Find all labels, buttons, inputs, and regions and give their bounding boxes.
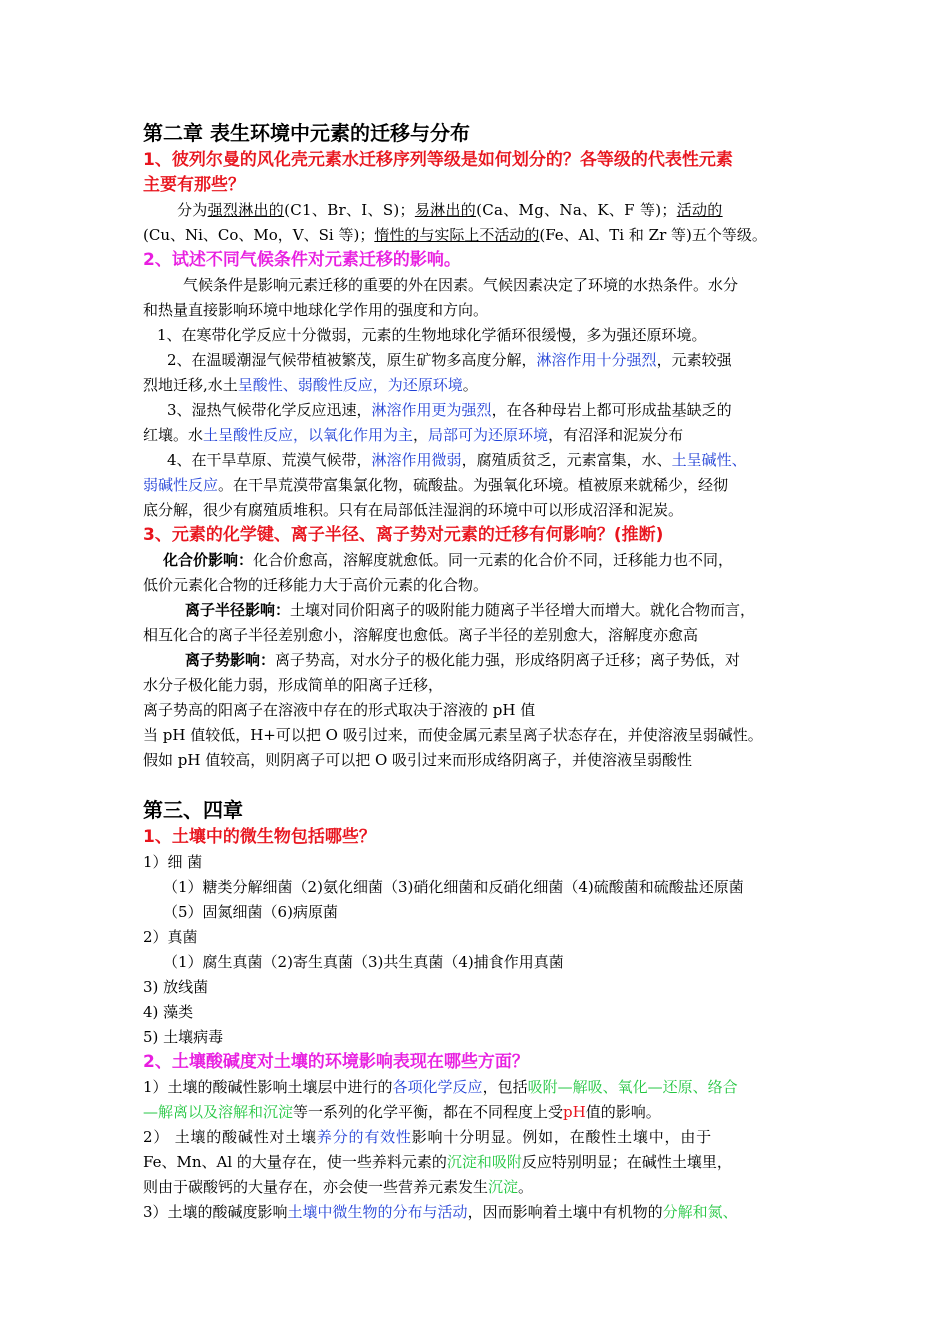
answer-line: 弱碱性反应。在干旱荒漠带富集氯化物，硫酸盐。为强氧化环境。植被原来就稀少，经彻 xyxy=(143,476,729,494)
answer-line: 4) 藻类 xyxy=(143,1003,194,1021)
answer-line: 气候条件是影响元素迁移的重要的外在因素。气候因素决定了环境的水热条件。水分 xyxy=(183,276,739,294)
ionic-potential-label: 离子势影响： xyxy=(185,651,276,669)
answer-line: （5）固氮细菌（6)病原菌 xyxy=(163,903,338,921)
ionic-radius-label: 离子半径影响： xyxy=(185,601,291,619)
question-1-title xyxy=(143,148,823,198)
answer-line: 离子半径影响：土壤对同价阳离子的吸附能力随离子半径增大而增大。就化合物而言， xyxy=(185,601,756,619)
answer-line: 水分子极化能力弱，形成简单的阳离子迁移， xyxy=(143,676,444,694)
question-1-title-line-2: 主要有那些？ xyxy=(143,175,245,195)
question-1-answer xyxy=(143,850,823,1050)
chapter-2-title: 第二章 表生环境中元素的迁移与分布 xyxy=(143,121,470,145)
document-page xyxy=(143,118,823,1225)
answer-line: 3) 放线菌 xyxy=(143,978,209,996)
answer-line: (Cu、Ni、Co、Mo，V、Si 等)；惰性的与实际上不活动的(Fe、Al、Ti 和 Zr 等)五个等级。 xyxy=(143,226,767,244)
answer-line: 化合价影响：化合价愈高，溶解度就愈低。同一元素的化合价不同，迁移能力也不同， xyxy=(163,551,734,569)
answer-line: 和热量直接影响环境中地球化学作用的强度和方向。 xyxy=(143,301,489,319)
valence-label: 化合价影响： xyxy=(163,551,254,569)
answer-line: —解离以及溶解和沉淀等一系列的化学平衡，都在不同程度上受pH值的影响。 xyxy=(143,1103,661,1121)
answer-line: 烈地迁移,水土呈酸性、弱酸性反应，为还原环境。 xyxy=(143,376,478,394)
answer-line: 离子势高的阳离子在溶液中存在的形式取决于溶液的 pH 值 xyxy=(143,701,536,719)
question-2-answer xyxy=(143,273,823,523)
question-3-title: 3、元素的化学键、离子半径、离子势对元素的迁移有何影响？(推断) xyxy=(143,525,664,545)
answer-line: 5) 土壤病毒 xyxy=(143,1028,224,1046)
answer-line: 2）真菌 xyxy=(143,928,198,946)
answer-line: 红壤。水土呈酸性反应，以氧化作用为主，局部可为还原环境，有沼泽和泥炭分布 xyxy=(143,426,684,444)
answer-line: 当 pH 值较低，H+可以把 O 吸引过来，而使金属元素呈离子状态存在，并使溶液呈弱碱性。 xyxy=(143,726,763,744)
answer-line: 3、湿热气候带化学反应迅速，淋溶作用更为强烈，在各种母岩上都可形成盐基缺乏的 xyxy=(167,401,732,419)
question-1-answer xyxy=(143,198,823,248)
answer-line: （1）腐生真菌（2)寄生真菌（3)共生真菌（4)捕食作用真菌 xyxy=(163,953,564,971)
answer-line: Fe、Mn、Al 的大量存在，使一些养料元素的沉淀和吸附反应特别明显；在碱性土壤里， xyxy=(143,1153,732,1171)
answer-line: 1、在寒带化学反应十分微弱，元素的生物地球化学循环很缓慢，多为强还原环境。 xyxy=(157,326,707,344)
question-2-answer xyxy=(143,1075,823,1225)
question-1-title: 1、土壤中的微生物包括哪些？ xyxy=(143,827,376,847)
question-2-title: 2、试述不同气候条件对元素迁移的影响。 xyxy=(143,250,461,270)
question-3-answer xyxy=(143,548,823,773)
answer-line: 1）细 菌 xyxy=(143,853,203,871)
answer-line: 则由于碳酸钙的大量存在，亦会使一些营养元素发生沉淀。 xyxy=(143,1178,534,1196)
answer-line: 2、在温暖潮湿气候带植被繁茂，原生矿物多高度分解，淋溶作用十分强烈，元素较强 xyxy=(167,351,732,369)
answer-line: 假如 pH 值较高，则阴离子可以把 O 吸引过来而形成络阴离子，并使溶液呈弱酸性 xyxy=(143,751,693,769)
question-1-title-line-1: 1、彼列尔曼的风化壳元素水迁移序列等级是如何划分的？各等级的代表性元素 xyxy=(143,150,733,170)
question-2-title: 2、土壤酸碱度对土壤的环境影响表现在哪些方面？ xyxy=(143,1052,529,1072)
answer-line: 底分解，很少有腐殖质堆积。只有在局部低洼湿润的环境中可以形成沼泽和泥炭。 xyxy=(143,501,684,519)
answer-line: 4、在干旱草原、荒漠气候带，淋溶作用微弱，腐殖质贫乏，元素富集，水、土呈碱性、 xyxy=(167,451,747,469)
answer-line: 2） 土壤的酸碱性对土壤养分的有效性影响十分明显。例如，在酸性土壤中，由于 xyxy=(143,1128,712,1146)
answer-line: 分为强烈淋出的(C1、Br、I、S)；易淋出的(Ca、Mg、Na、K、F 等)；活动的 xyxy=(177,201,723,219)
chapter-3-4-title: 第三、四章 xyxy=(143,798,243,822)
answer-line: 离子势影响：离子势高，对水分子的极化能力强，形成络阴离子迁移；离子势低，对 xyxy=(185,651,741,669)
answer-line: 3）土壤的酸碱度影响土壤中微生物的分布与活动，因而影响着土壤中有机物的分解和氮、 xyxy=(143,1203,738,1221)
answer-line: 相互化合的离子半径差别愈小，溶解度也愈低。离子半径的差别愈大，溶解度亦愈高 xyxy=(143,626,699,644)
answer-line: （1）糖类分解细菌（2)氨化细菌（3)硝化细菌和反硝化细菌（4)硫酸菌和硫酸盐还原菌 xyxy=(163,878,744,896)
answer-line: 1）土壤的酸碱性影响土壤层中进行的各项化学反应，包括吸附—解吸、氧化—还原、络合 xyxy=(143,1078,738,1096)
answer-line: 低价元素化合物的迁移能力大于高价元素的化合物。 xyxy=(143,576,489,594)
